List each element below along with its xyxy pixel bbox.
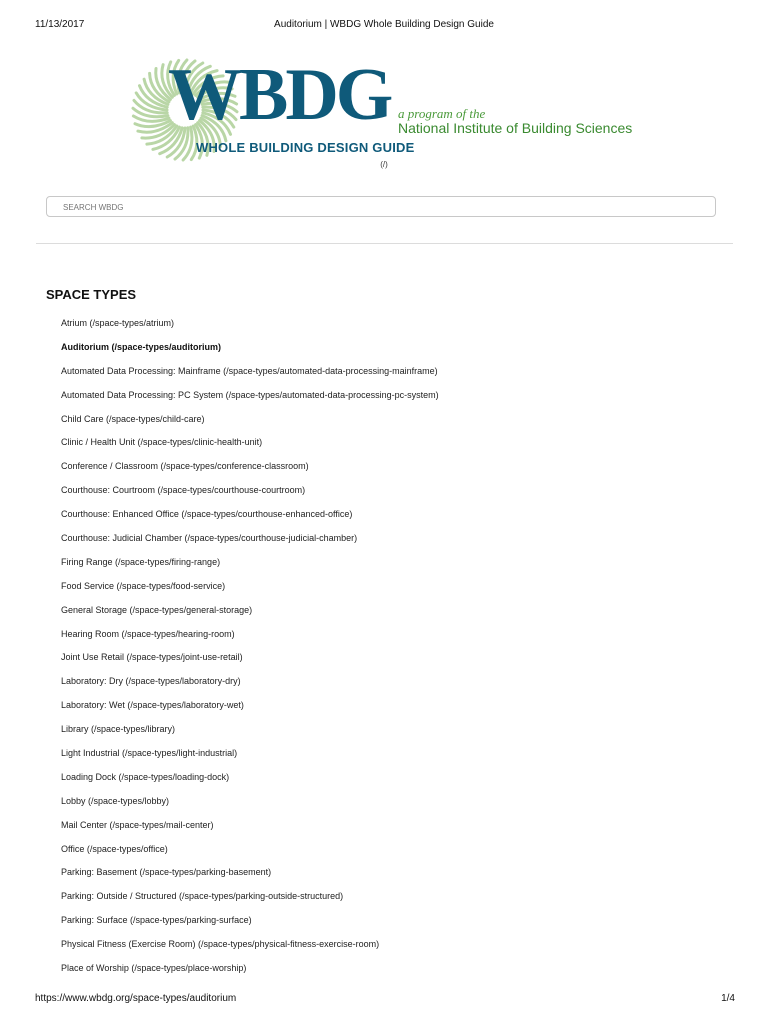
search-box[interactable] bbox=[46, 196, 716, 217]
space-type-link[interactable]: Office (/space-types/office) bbox=[61, 843, 168, 854]
print-footer-page: 1/4 bbox=[721, 993, 735, 1004]
wbdg-logo[interactable] bbox=[130, 56, 650, 164]
space-type-link[interactable]: Mail Center (/space-types/mail-center) bbox=[61, 819, 214, 830]
space-type-link[interactable]: Automated Data Processing: PC System (/space-types/automated-data-processing-pc-system) bbox=[61, 389, 439, 400]
space-type-link[interactable]: Hearing Room (/space-types/hearing-room) bbox=[61, 628, 235, 639]
space-type-link[interactable]: General Storage (/space-types/general-storage) bbox=[61, 604, 253, 615]
space-type-link[interactable]: Joint Use Retail (/space-types/joint-use-retail) bbox=[61, 652, 243, 663]
space-type-link[interactable]: Courthouse: Courtroom (/space-types/courthouse-courtroom) bbox=[61, 485, 306, 496]
space-type-link[interactable]: Food Service (/space-types/food-service) bbox=[61, 580, 226, 591]
divider bbox=[36, 243, 733, 244]
logo-organization: National Institute of Building Sciences bbox=[398, 120, 633, 136]
logo-wordmark: WBDG bbox=[168, 54, 391, 136]
section-title: SPACE TYPES bbox=[46, 287, 137, 302]
space-type-link[interactable]: Light Industrial (/space-types/light-industrial) bbox=[61, 748, 238, 759]
space-type-link[interactable]: Automated Data Processing: Mainframe (/space-types/automated-data-processing-mainframe) bbox=[61, 365, 438, 376]
space-type-link[interactable]: Courthouse: Enhanced Office (/space-types/courthouse-enhanced-office) bbox=[61, 509, 353, 520]
space-type-link[interactable]: Lobby (/space-types/lobby) bbox=[61, 795, 170, 806]
space-type-link[interactable]: Laboratory: Wet (/space-types/laboratory-wet) bbox=[61, 700, 244, 711]
space-type-link[interactable]: Conference / Classroom (/space-types/conference-classroom) bbox=[61, 461, 309, 472]
space-type-link[interactable]: Clinic / Health Unit (/space-types/clinic-health-unit) bbox=[61, 437, 263, 448]
space-type-link[interactable]: Atrium (/space-types/atrium) bbox=[61, 318, 175, 328]
space-type-link[interactable]: Laboratory: Dry (/space-types/laboratory-dry) bbox=[61, 676, 241, 687]
space-type-link[interactable]: Parking: Basement (/space-types/parking-basement) bbox=[61, 867, 272, 878]
space-type-link[interactable]: Place of Worship (/space-types/place-worship) bbox=[61, 963, 247, 974]
space-type-link[interactable]: Physical Fitness (Exercise Room) (/space-types/physical-fitness-exercise-room) bbox=[61, 939, 380, 950]
logo-program-text: a program of the bbox=[398, 106, 486, 121]
print-header-date: 11/13/2017 bbox=[35, 19, 85, 30]
space-type-link[interactable]: Parking: Outside / Structured (/space-types/parking-outside-structured) bbox=[61, 891, 344, 902]
space-type-link[interactable]: Child Care (/space-types/child-care) bbox=[61, 413, 205, 424]
home-link[interactable]: (/) bbox=[380, 160, 388, 169]
print-footer-url: https://www.wbdg.org/space-types/auditorium bbox=[35, 993, 237, 1004]
space-types-list bbox=[61, 318, 439, 987]
logo-subtitle: WHOLE BUILDING DESIGN GUIDE bbox=[196, 140, 415, 155]
space-type-link[interactable]: Parking: Surface (/space-types/parking-surface) bbox=[61, 915, 252, 926]
search-input[interactable] bbox=[63, 203, 663, 212]
space-type-link[interactable]: Auditorium (/space-types/auditorium) bbox=[61, 341, 222, 352]
space-type-link[interactable]: Courthouse: Judicial Chamber (/space-types/courthouse-judicial-chamber) bbox=[61, 533, 358, 544]
space-type-link[interactable]: Firing Range (/space-types/firing-range) bbox=[61, 556, 221, 567]
print-header-title: Auditorium | WBDG Whole Building Design Guide bbox=[274, 19, 494, 30]
space-type-link[interactable]: Loading Dock (/space-types/loading-dock) bbox=[61, 771, 230, 782]
space-type-link[interactable]: Library (/space-types/library) bbox=[61, 724, 176, 735]
